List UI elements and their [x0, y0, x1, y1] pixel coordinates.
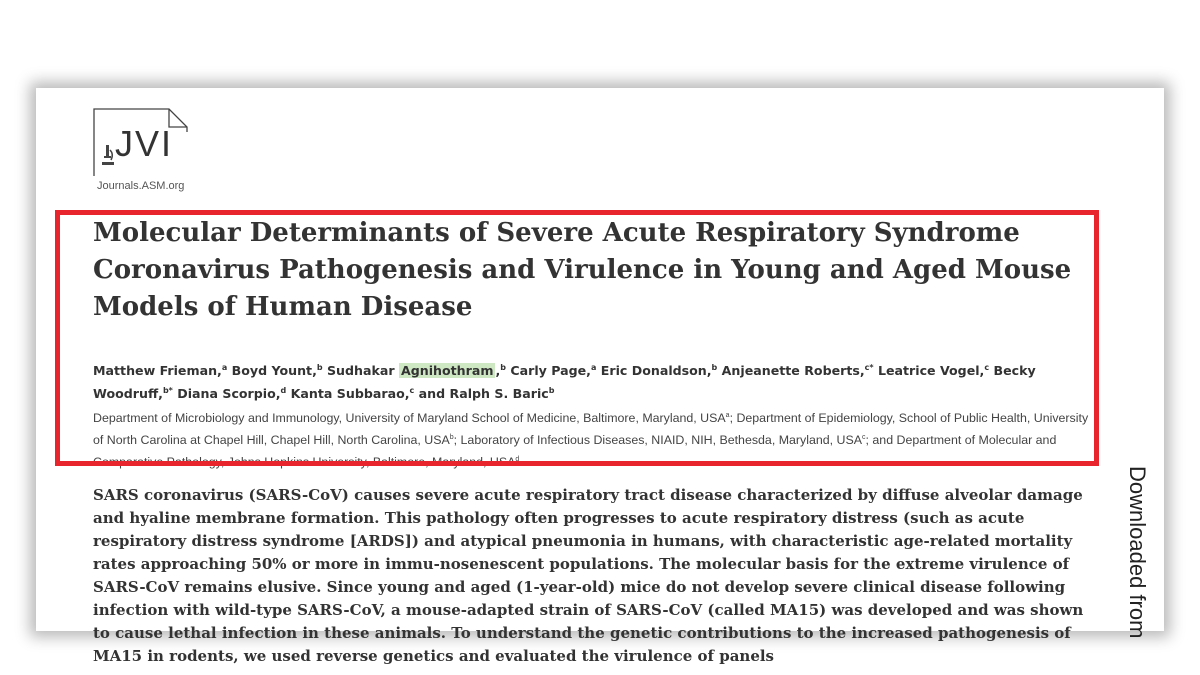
author-affiliation-mark: c*: [864, 363, 874, 372]
author-affiliation-mark: b*: [162, 386, 173, 396]
author-name: and Ralph S. Baric$^b$: [418, 386, 555, 402]
author-name: Diana Scorpio,$^d$: [177, 386, 287, 402]
download-watermark: Downloaded from: [1125, 466, 1150, 639]
affiliation-mark: c: [862, 434, 866, 442]
author-affiliation-mark: a: [590, 363, 597, 372]
affiliation-mark: d: [515, 456, 520, 464]
affiliation: Department of Epidemiology, School of Public Health, University of North Carolina at Chapel Hill, Chapel Hill, North Carolina, USA$^b$: [93, 411, 1089, 448]
author-name: Anjeanette Roberts,$^{c*}$: [721, 363, 874, 379]
microscope-icon: [101, 144, 115, 166]
abstract-text: SARS coronavirus (SARS-CoV) causes severe acute respiratory tract disease characterized by diffuse alveolar damage and hyaline membrane formation. This pathology often progresses to acute respiratory distress (such as acute respiratory distress syndrome [ARDS]) and atypical pneumonia in humans, with characteristic age-related mortality rates approaching 50% or more in immu-nosenescent populations. The molecular basis for the extreme virulence of SARS-CoV remains elusive. Since young and aged (1-year-old) mice do not develop severe clinical disease following infection with wild-type SARS-CoV, a mouse-adapted strain of SARS-CoV (called MA15) was developed and was shown to cause lethal infection in these animals. To understand the genetic contributions to the increased pathogenesis of MA15 in rodents, we used reverse genetics and evaluated the virulence of panels: [93, 486, 1084, 665]
author-affiliation-mark: b: [711, 363, 718, 372]
author-affiliation-mark: c: [984, 363, 990, 372]
author-name: Kanta Subbarao,$^c$: [290, 386, 415, 402]
journal-logo: [93, 108, 193, 194]
author-affiliation-mark: c: [409, 386, 415, 396]
author-affiliation-mark: b: [316, 363, 323, 372]
journal-name: JVI: [115, 123, 174, 164]
author-name: Becky Woodruff,$^{b*}$: [93, 363, 1036, 402]
affiliation: Laboratory of Infectious Diseases, NIAID, NIH, Bethesda, Maryland, USA$^c$: [460, 433, 866, 448]
affiliation: Department of Molecular and Comparative Pathology, Johns Hopkins University, Baltimore, Maryland, USA$^d$: [93, 433, 1057, 470]
author-name: Leatrice Vogel,$^c$: [877, 363, 990, 379]
author-name: Sudhakar Agnihothram ,$^b$: [326, 363, 506, 379]
paper-title: Molecular Determinants of Severe Acute Respiratory Syndrome Coronavirus Pathogenesis and Virulence in Young and Aged Mouse Models of Human Disease: [93, 218, 1072, 322]
highlighted-author-surname: Agnihothram: [400, 363, 494, 379]
affiliation-mark: a: [725, 412, 730, 419]
author-affiliation-mark: d: [280, 386, 287, 396]
author-affiliation-mark: b: [500, 363, 506, 372]
affiliation-mark: b: [449, 434, 454, 442]
affiliation-list: Department of Microbiology and Immunology, University of Maryland School of Medicine, Baltimore, Maryland, USA$^a$; Department of Epidemiology, School of Public Health, University of North Carolina at Chapel Hill, Chapel Hill, North Carolina, USA$^b$; Laboratory of Infectious Diseases, NIAID, NIH, Bethesda, Maryland, USA$^c$; and Department of Molecular and Comparative Pathology, Johns Hopkins University, Baltimore, Maryland, USA$^d$: [93, 411, 1089, 470]
affiliation: Department of Microbiology and Immunology, University of Maryland School of Medicine, Baltimore, Maryland, USA$^a$: [93, 411, 730, 426]
author-name: Matthew Frieman,$^a$: [93, 363, 228, 379]
journal-site: Journals.ASM.org: [97, 180, 185, 192]
author-name: Eric Donaldson,$^b$: [600, 363, 718, 379]
highlight-annotation-box: [55, 210, 1099, 466]
author-name: Carly Page,$^a$: [510, 363, 597, 379]
author-affiliation-mark: a: [221, 363, 228, 372]
author-affiliation-mark: b: [548, 386, 555, 396]
author-name: Boyd Yount,$^b$: [231, 363, 323, 379]
